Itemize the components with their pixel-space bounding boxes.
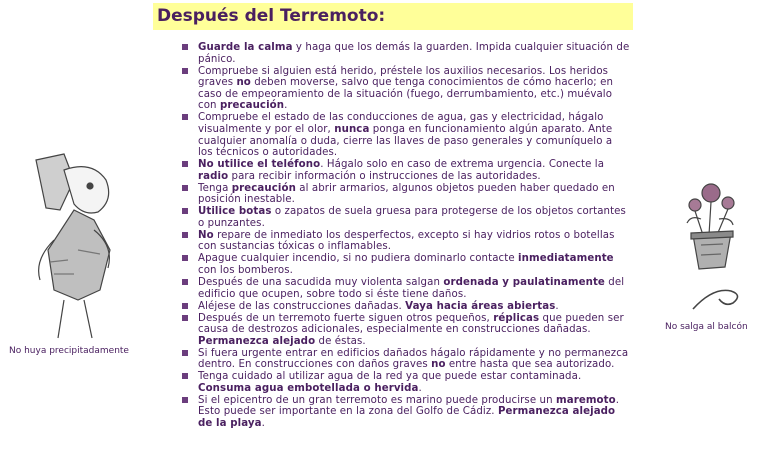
item-text: Aléjese de las construcciones dañadas.: [198, 300, 406, 312]
page-title: Después del Terremoto:: [157, 6, 386, 26]
item-text: y haga que los demás la guarden. Impida cualquier situación de pánico.: [198, 42, 630, 65]
emphasis-text: Utilice botas: [198, 206, 272, 218]
item-text: Compruebe si alguien está herido, préstele los auxilios necesarios. Los heridos graves: [198, 65, 609, 89]
person-fleeing-illustration: [34, 150, 114, 342]
emphasis-text: Guarde la calma: [198, 42, 293, 53]
list-item: [182, 277, 630, 300]
emphasis-text: Permanezca alejado de la playa: [198, 406, 616, 430]
square-bullet-icon: [182, 185, 188, 191]
list-item: [182, 313, 630, 348]
emphasis-text: maremoto: [556, 394, 616, 406]
square-bullet-icon: [182, 208, 188, 214]
item-text: .: [284, 100, 288, 112]
item-text: .: [555, 300, 559, 312]
item-text: o zapatos de suela gruesa para protegerse de los objetos cortantes o punzantes.: [198, 206, 626, 229]
square-bullet-icon: [182, 114, 188, 120]
emphasis-text: no: [236, 77, 251, 89]
list-item: [182, 301, 630, 313]
emphasis-text: No: [198, 229, 214, 241]
square-bullet-icon: [182, 303, 188, 309]
left-illustration-caption: No huya precipitadamente: [9, 346, 129, 356]
item-text: .: [418, 382, 422, 394]
list-item: [182, 183, 630, 206]
emphasis-text: Permanezca alejado: [198, 335, 316, 347]
item-text: que pueden ser causa de destrozos adicionales, especialmente en construcciones dañadas.: [198, 312, 624, 336]
square-bullet-icon: [182, 279, 188, 285]
item-text: Después de una sacudida muy violenta salgan: [198, 277, 444, 288]
item-text: repare de inmediato los desperfectos, excepto si hay vidrios rotos o botellas con sustancias tóxicas o inflamables.: [198, 229, 615, 253]
item-text: del edificio que ocupen, sobre todo si éste tiene daños.: [198, 277, 625, 300]
square-bullet-icon: [182, 255, 188, 261]
emphasis-text: radio: [198, 170, 229, 182]
square-bullet-icon: [182, 232, 188, 238]
item-text: al abrir armarios, algunos objetos pueden haber quedado en posición inestable.: [198, 182, 615, 206]
emphasis-text: réplicas: [493, 312, 540, 324]
item-text: .: [261, 418, 265, 430]
item-text: Tenga: [198, 182, 232, 194]
list-item: [182, 66, 630, 112]
right-illustration-caption: No salga al balcón: [665, 322, 748, 332]
list-item: [182, 395, 630, 430]
square-bullet-icon: [182, 68, 188, 74]
emphasis-text: ordenada y paulatinamente: [443, 277, 605, 288]
list-item: [182, 42, 630, 65]
square-bullet-icon: [182, 161, 188, 167]
square-bullet-icon: [182, 44, 188, 50]
emphasis-text: inmediatamente: [518, 253, 614, 265]
list-item: [182, 112, 630, 158]
item-text: . Esto puede ser importante en la zona del Golfo de Cádiz.: [198, 394, 620, 418]
item-text: Tenga cuidado al utilizar agua de la red ya que puede estar contaminada.: [198, 371, 582, 383]
item-text: Si fuera urgente entrar en edificios dañados hágalo rápidamente y no permanezca dentro. En construcciones con daños graves: [198, 347, 629, 371]
item-text: Compruebe el estado de las conducciones de agua, gas y electricidad, hágalo visualmente y por el olor,: [198, 112, 604, 135]
item-text: para recibir información o instrucciones de las autoridades.: [228, 170, 541, 182]
item-text: deben moverse, salvo que tenga conocimientos de cómo hacerlo; en caso de empeoramiento de la situación (fuego, derrumbamiento, etc.) muévalo con: [198, 77, 614, 112]
item-text: con los bomberos.: [198, 265, 293, 277]
item-text: entre hasta que sea autorizado.: [445, 359, 615, 371]
item-text: Si el epicentro de un gran terremoto es marino puede producirse un: [198, 394, 556, 406]
emphasis-text: no: [431, 359, 446, 371]
tips-list: [182, 42, 630, 430]
balcony-flowerpot-illustration: [673, 175, 747, 318]
emphasis-text: precaución: [231, 182, 296, 194]
list-item: [182, 159, 630, 182]
list-item: [182, 348, 630, 371]
item-text: . Hágalo solo en caso de extrema urgencia. Conecte la: [320, 159, 605, 171]
item-text: Apague cualquier incendio, si no pudiera dominarlo contacte: [198, 253, 519, 265]
title-bar: [153, 3, 633, 30]
list-item: [182, 230, 630, 253]
square-bullet-icon: [182, 315, 188, 321]
square-bullet-icon: [182, 397, 188, 403]
item-text: Después de un terremoto fuerte siguen otros pequeños,: [198, 312, 494, 324]
square-bullet-icon: [182, 350, 188, 356]
item-text: de éstas.: [315, 335, 366, 347]
list-item: [182, 371, 630, 394]
list-item: [182, 253, 630, 276]
item-text: ponga en funcionamiento algún aparato. Ante cualquier anomalía o duda, cierre las llaves de paso generales y comuníquelo a los técnicos o autoridades.: [198, 123, 613, 159]
square-bullet-icon: [182, 373, 188, 379]
emphasis-text: precaución: [219, 100, 285, 112]
emphasis-text: No utilice el teléfono: [198, 159, 321, 171]
emphasis-text: Consuma agua embotellada o hervida: [198, 382, 419, 394]
emphasis-text: nunca: [334, 123, 370, 135]
list-item: [182, 206, 630, 229]
emphasis-text: Vaya hacia áreas abiertas: [405, 300, 556, 312]
